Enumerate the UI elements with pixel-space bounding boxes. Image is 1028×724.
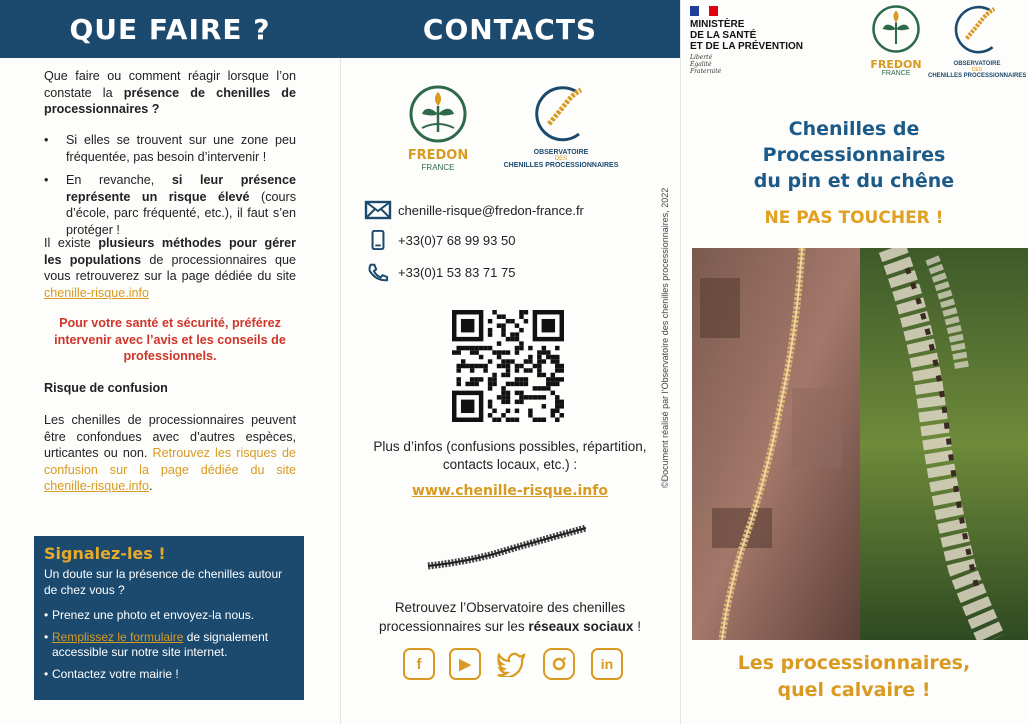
ministry-line: DE LA SANTÉ — [690, 30, 757, 41]
email-link[interactable]: chenille-risque@fredon-france.fr — [398, 202, 584, 218]
bullet-text: En revanche, — [66, 173, 172, 187]
youtube-icon[interactable]: ▶ — [449, 648, 481, 680]
observatoire-title: OBSERVATOIRE — [533, 149, 589, 156]
motto-line: Fraternité — [690, 68, 722, 75]
observatoire-des: DES — [971, 67, 983, 73]
bullet-bold: si leur présence représente un risque élevé — [66, 173, 296, 204]
signal-item: • Prenez une photo et envoyez-la nous. — [44, 608, 294, 624]
observatoire-title: OBSERVATOIRE — [953, 61, 1001, 67]
phone-number[interactable]: +33(0)1 53 83 71 75 — [398, 264, 516, 280]
confusion-orange: Retrouvez les risques de confusion sur la page dédiée du site — [44, 446, 296, 477]
methods-paragraph — [44, 235, 296, 301]
motto-line: Égalité — [690, 61, 712, 68]
warning-text: NE PAS TOUCHER ! — [764, 208, 944, 228]
observatoire-logo — [928, 2, 1026, 79]
observatoire-emblem-icon — [951, 2, 1003, 56]
envelope-icon — [364, 200, 392, 220]
linkedin-icon[interactable]: in — [591, 648, 623, 680]
observatoire-sub: CHENILLES PROCESSIONNAIRES — [928, 73, 1026, 79]
fredon-logo — [868, 4, 924, 77]
more-info-text: Plus d’infos (confusions possibles, répartition, contacts locaux, etc.) : — [373, 439, 647, 472]
fredon-logo — [402, 84, 474, 172]
slogan-line: quel calvaire ! — [777, 679, 931, 701]
signal-item-text: de signalement accessible sur notre site internet. — [52, 629, 269, 659]
fredon-sub: FRANCE — [421, 163, 455, 172]
methods-link[interactable]: chenille-risque.info — [44, 285, 150, 300]
phone-row — [364, 262, 515, 282]
social-bold: réseaux sociaux — [528, 619, 634, 634]
email-row — [364, 200, 584, 220]
panel-contacts — [340, 0, 680, 724]
signal-text: Un doute sur la présence de chenilles autour de chez vous ? — [44, 567, 283, 597]
fredon-name: FREDON — [407, 148, 469, 163]
intro-paragraph — [44, 68, 296, 118]
ministry-logo — [690, 6, 803, 75]
mobile-phone-icon — [364, 230, 392, 250]
slogan-line: Les processionnaires, — [737, 652, 971, 674]
list-item: • Si elles se trouvent sur une zone peu fréquentée, pas besoin d’intervenir ! — [44, 132, 296, 165]
methods-text: de processionnaires que vous retrouverez sur la page dédiée du site — [44, 252, 296, 283]
methods-text: Il existe — [44, 236, 99, 250]
safety-notice: Pour votre santé et sécurité, préférez intervenir avec l’avis et les conseils de professionnels. — [54, 316, 286, 363]
ministry-line: MINISTÈRE — [690, 19, 745, 30]
cover-slogan — [680, 650, 1028, 704]
bullet-text: (cours d’école, parc fréquenté, etc.), il faut s’en protéger ! — [66, 189, 296, 237]
confusion-text: Les chenilles de processionnaires peuvent être confondues avec d’autres espèces, urticantes ou non. — [44, 413, 296, 460]
social-text: Retrouvez l’Observatoire des chenilles processionnaires sur les — [379, 600, 626, 634]
facebook-icon[interactable]: f — [403, 648, 435, 680]
copyright-credit: ©Document réalisé par l’Observatoire des chenilles processionnaires, 2022 — [660, 187, 670, 488]
instagram-icon[interactable] — [543, 648, 575, 680]
confusion-paragraph — [44, 412, 296, 495]
title-line: Chenilles de — [788, 118, 920, 140]
intro-text: Que faire ou comment réagir lorsque l’on constate la — [44, 69, 296, 100]
observatoire-emblem-icon — [531, 82, 591, 144]
confusion-title: Risque de confusion — [44, 381, 168, 395]
social-paragraph — [360, 598, 660, 636]
phone-icon — [364, 262, 392, 282]
social-end: ! — [633, 619, 641, 634]
signal-title: Signalez-les ! — [44, 544, 166, 563]
confusion-link[interactable]: chenille-risque.info — [44, 479, 150, 493]
qr-code[interactable] — [452, 310, 564, 422]
fredon-sub: FRANCE — [881, 70, 911, 77]
signal-item — [44, 630, 294, 661]
title-line: Processionnaires — [762, 144, 946, 166]
caterpillar-photo — [692, 248, 1028, 640]
observatoire-sub: CHENILLES PROCESSIONNAIRES — [503, 162, 619, 169]
form-link[interactable]: Remplissez le formulaire — [52, 629, 184, 644]
advice-list — [44, 132, 296, 245]
mobile-number[interactable]: +33(0)7 68 99 93 50 — [398, 232, 516, 248]
ministry-line: ET DE LA PRÉVENTION — [690, 41, 803, 52]
fredon-emblem-icon — [871, 4, 921, 54]
caterpillar-illustration — [424, 520, 594, 570]
motto-line: Liberté — [690, 54, 713, 61]
cover-title — [680, 116, 1028, 194]
observatoire-des: DES — [554, 156, 568, 162]
panel-cover — [660, 0, 1028, 724]
mobile-row — [364, 230, 515, 250]
confusion-end: . — [149, 479, 153, 493]
panel-que-faire — [0, 0, 340, 724]
twitter-icon[interactable] — [495, 648, 527, 680]
panel-header: CONTACTS — [340, 0, 680, 58]
signal-item: • Contactez votre mairie ! — [44, 667, 294, 683]
observatoire-logo — [502, 82, 620, 169]
panel-header: QUE FAIRE ? — [0, 0, 340, 58]
fredon-name: FREDON — [870, 58, 922, 71]
signal-box — [34, 536, 304, 700]
french-flag-icon — [690, 6, 718, 16]
intro-bold: présence de chenilles de processionnaires ? — [44, 85, 296, 116]
title-line: du pin et du chêne — [753, 170, 955, 192]
methods-bold: plusieurs méthodes pour gérer les populations — [44, 236, 297, 267]
fredon-emblem-icon — [408, 84, 468, 144]
website-link[interactable]: www.chenille-risque.info — [412, 483, 608, 499]
list-item — [44, 172, 296, 238]
